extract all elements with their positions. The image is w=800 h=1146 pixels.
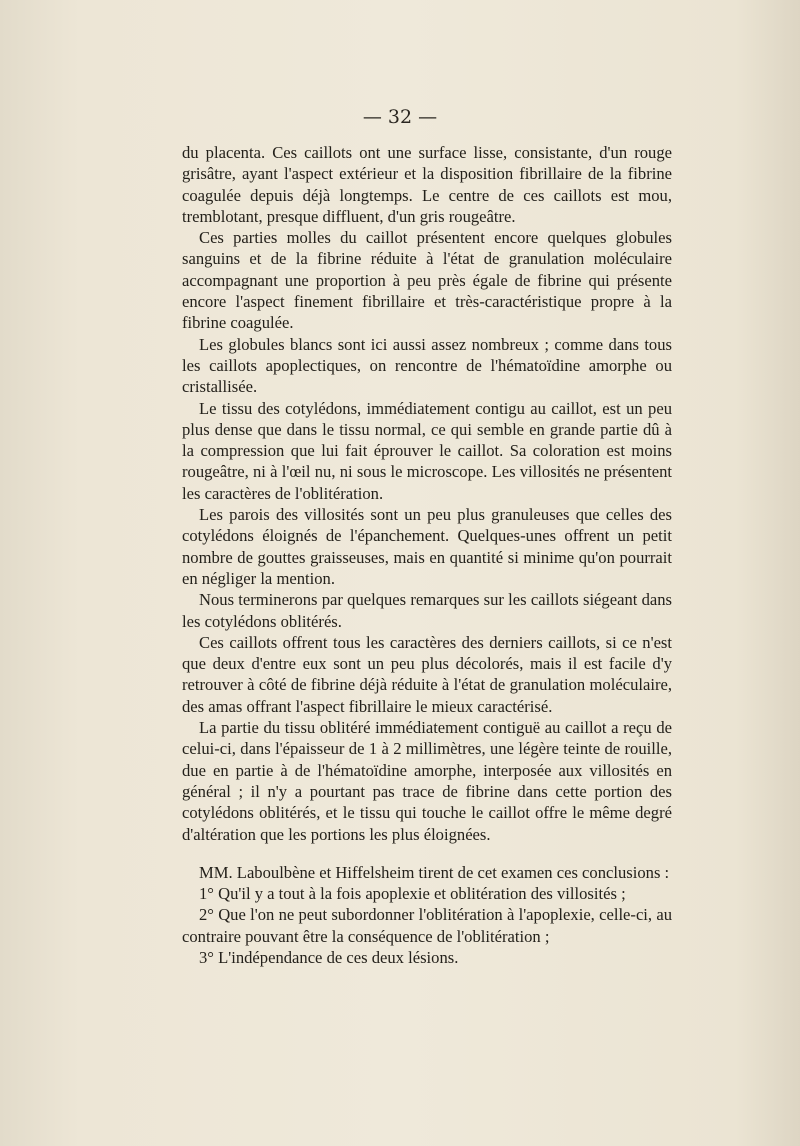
paragraph-conclusions-intro: MM. Laboulbène et Hiffelsheim tirent de cet examen ces conclusions :: [199, 862, 670, 882]
conclusion-2: 2° Que l'on ne peut subordonner l'oblitération à l'apoplexie, celle-ci, au contraire pouvant être la conséquence de l'oblitération ;: [182, 905, 672, 946]
paragraph-1: du placenta. Ces caillots ont une surface lisse, consistante, d'un rouge grisâtre, ayant l'aspect extérieur et la disposition fibrillaire de la fibrine coagulée depuis déjà longtemps. Le centre de ces caillots est mou, tremblotant, presque diffluent, d'un gris rougeâtre.: [182, 143, 672, 226]
paragraph-6: Nous terminerons par quelques remarques sur les caillots siégeant dans les cotylédons oblitérés.: [182, 590, 672, 631]
body-text: [182, 142, 672, 968]
page-number: — 32 —: [362, 106, 438, 128]
paragraph-5: Les parois des villosités sont un peu plus granuleuses que celles des cotylédons éloignés de l'épanchement. Quelques-unes offrent un petit nombre de gouttes graisseuses, mais en quantité si minime qu'on pourrait en négliger la mention.: [182, 505, 672, 588]
paragraph-8: La partie du tissu oblitéré immédiatement contiguë au caillot a reçu de celui-ci, dans l'épaisseur de 1 à 2 millimètres, une légère teinte de rouille, due en partie à de l'hématoïdine amorphe, interposée aux villosités en général ; il n'y a pourtant pas trace de fibrine dans cette portion des cotylédons oblitérés, et le tissu qui touche le caillot offre le même degré d'altération que les portions les plus éloignées.: [182, 718, 672, 844]
paragraph-4: Le tissu des cotylédons, immédiatement contigu au caillot, est un peu plus dense que dans le tissu normal, ce qui semble en grande partie dû à la compression que lui fait éprouver le caillot. Sa coloration est moins rougeâtre, ni à l'œil nu, ni sous le microscope. Les villosités ne présentent les caractères de l'oblitération.: [182, 398, 672, 503]
conclusion-3: 3° L'indépendance de ces deux lésions.: [199, 947, 459, 967]
conclusion-1: 1° Qu'il y a tout à la fois apoplexie et oblitération des villosités ;: [199, 884, 626, 904]
paragraph-3: Les globules blancs sont ici aussi assez nombreux ; comme dans tous les caillots apoplectiques, on rencontre de l'hématoïdine amorphe ou cristallisée.: [182, 334, 672, 397]
paragraph-2: Ces parties molles du caillot présentent encore quelques globules sanguins et de la fibrine réduite à l'état de granulation moléculaire accompagnant une proportion à peu près égale de fibrine qui présente encore l'aspect finement fibrillaire et très-caractéristique propre à la fibrine coagulée.: [182, 228, 672, 333]
paragraph-7: Ces caillots offrent tous les caractères des derniers caillots, si ce n'est que deux d'entre eux sont un peu plus décolorés, mais il est facile d'y retrouver à côté de fibrine déjà réduite à l'état de granulation moléculaire, des amas offrant l'aspect fibrillaire le mieux caractérisé.: [182, 632, 672, 716]
